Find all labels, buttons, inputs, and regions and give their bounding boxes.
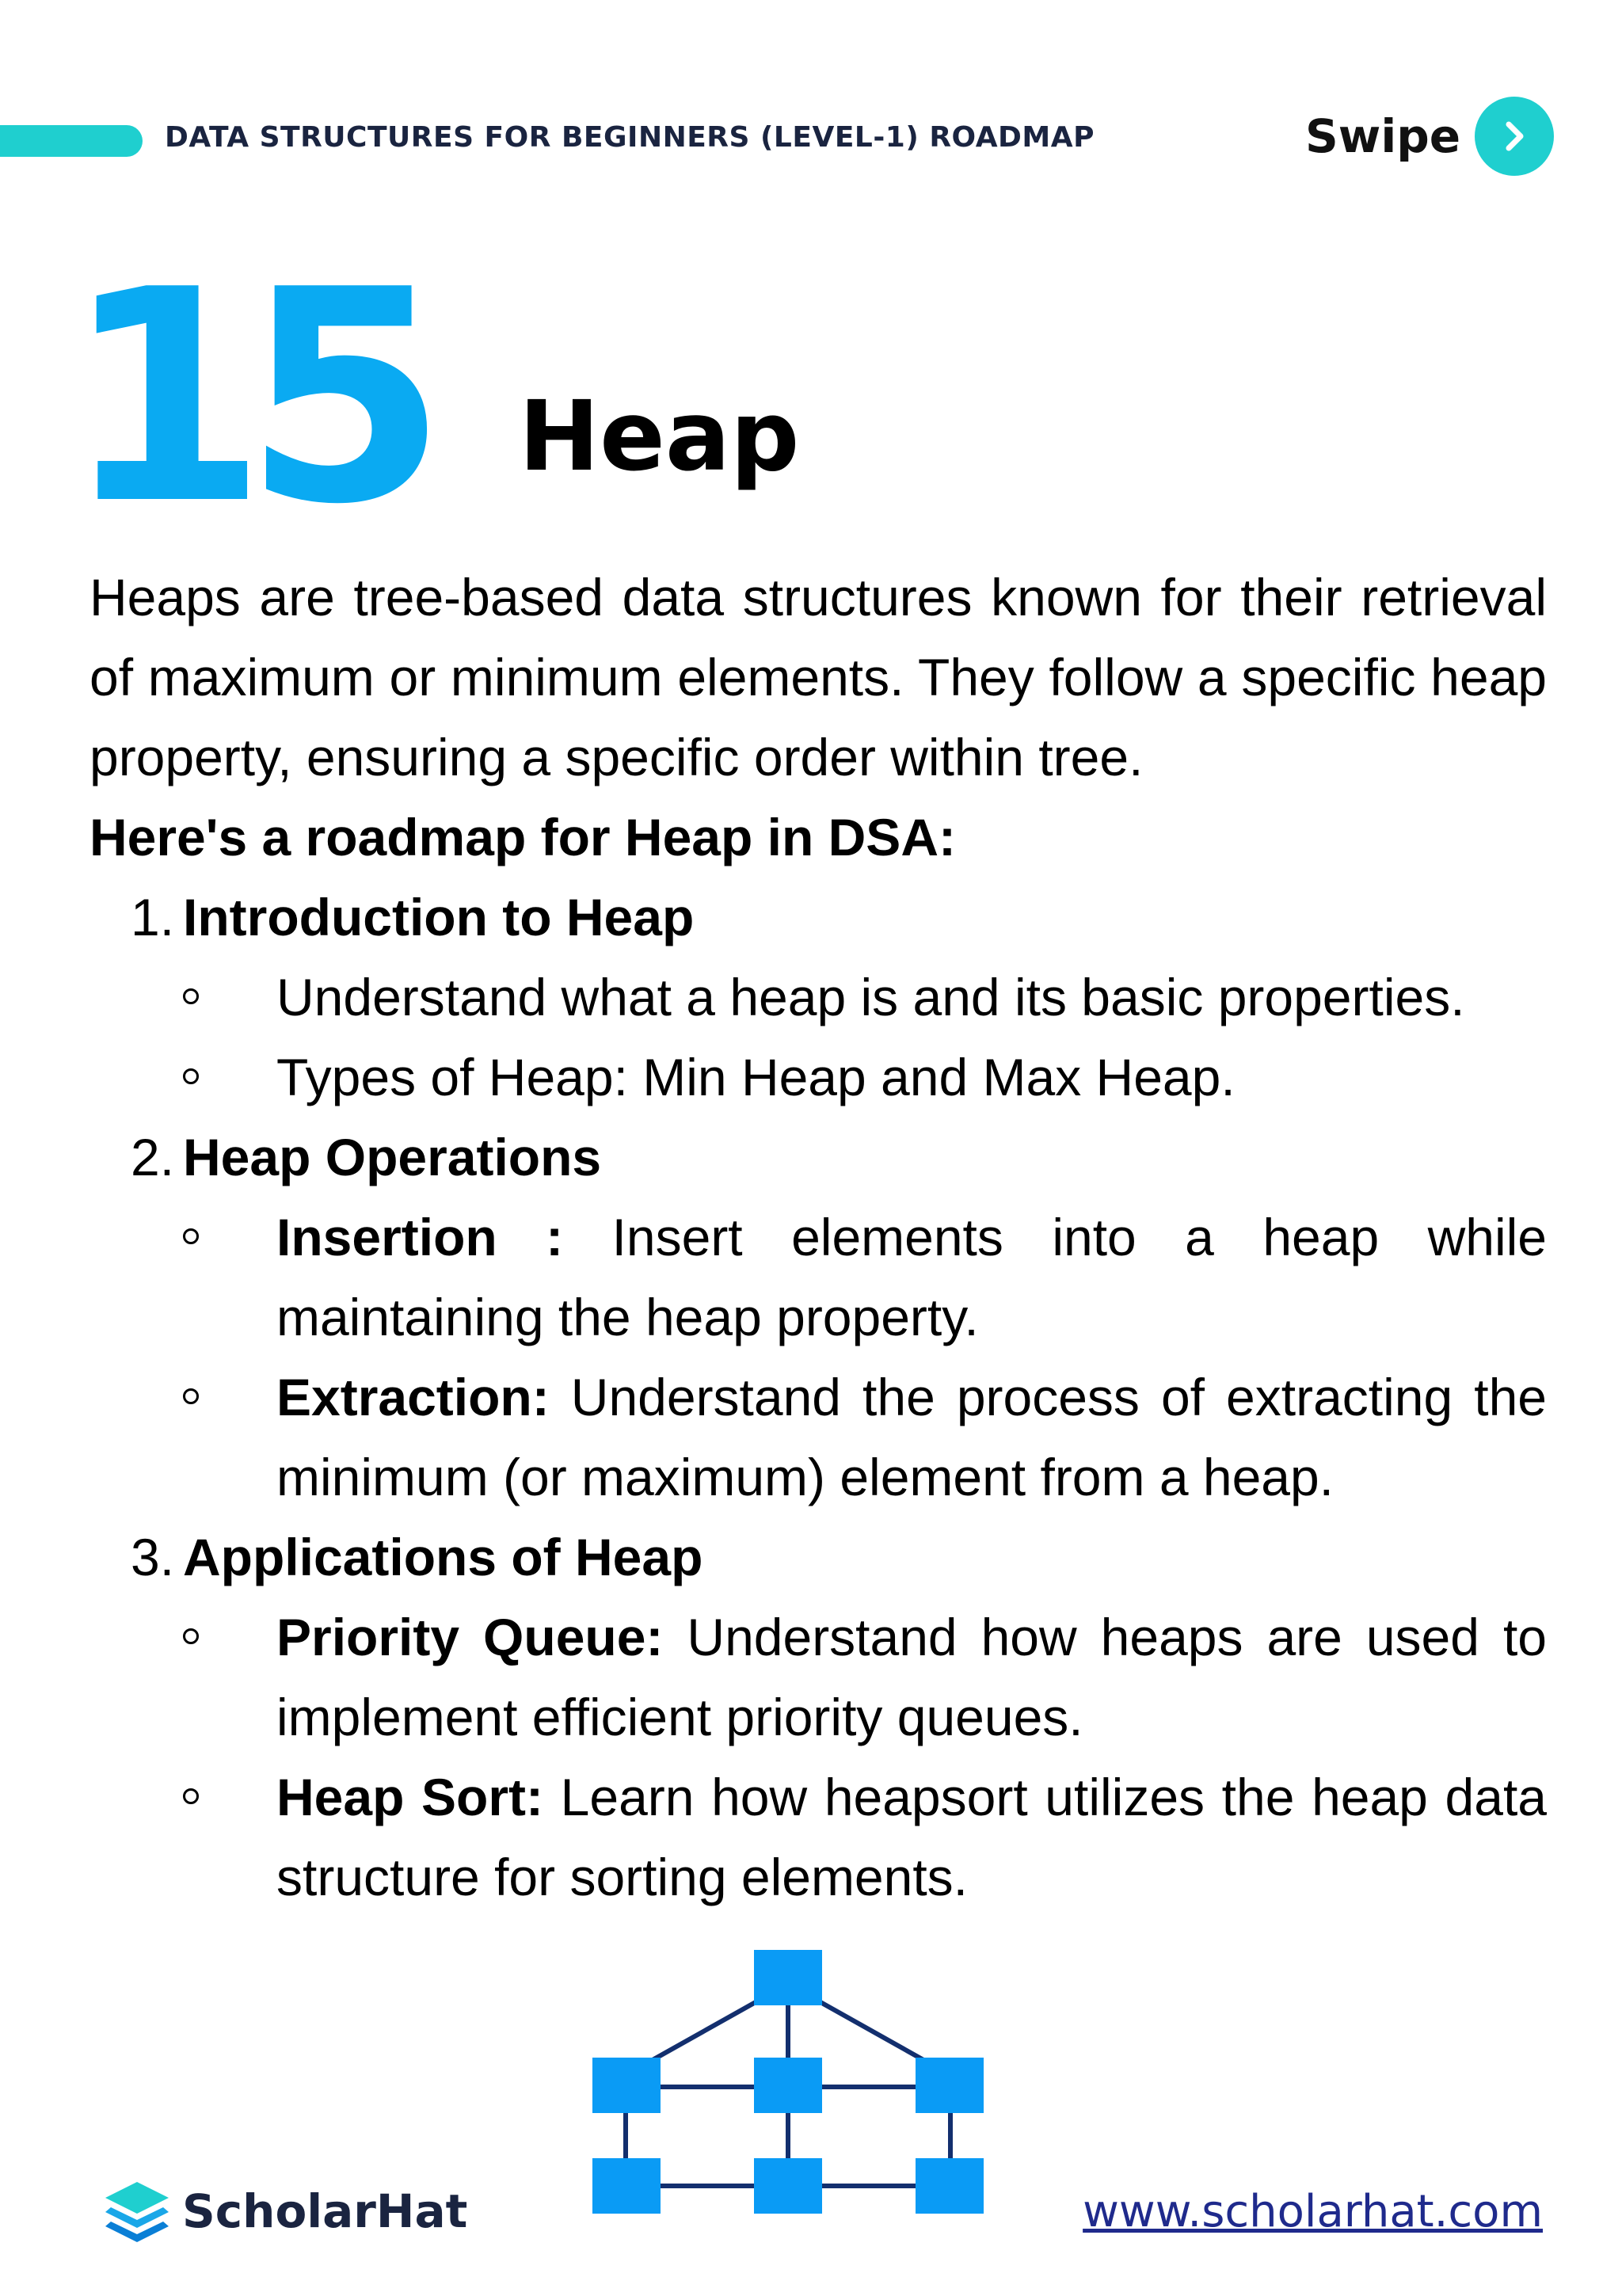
- roadmap-section: [89, 1118, 1547, 1517]
- item-term: Priority Queue:: [276, 1608, 664, 1666]
- heap-node: [754, 2158, 822, 2214]
- list-item: [183, 1038, 1547, 1118]
- item-text: Insert elements into a heap while maintaining the heap property.: [276, 1208, 1547, 1346]
- logo-text: ScholarHat: [182, 2184, 468, 2238]
- roadmap-sections: [89, 878, 1547, 1917]
- heap-node: [754, 1950, 822, 2005]
- section-title: Applications of Heap: [183, 1528, 703, 1586]
- item-text: Understand how heaps are used to implement efficient priority queues.: [276, 1608, 1547, 1746]
- section-number: 2.: [131, 1128, 175, 1186]
- list-item: [183, 958, 1547, 1038]
- section-number: 3.: [131, 1528, 175, 1586]
- section-number: 1.: [131, 888, 175, 946]
- list-item: [183, 1357, 1547, 1517]
- website-link[interactable]: www.scholarhat.com: [1083, 2186, 1543, 2237]
- topic-number: 15: [63, 228, 424, 569]
- circle-bullet-icon: [183, 988, 199, 1004]
- circle-bullet-icon: [183, 1068, 199, 1084]
- chevron-right-icon[interactable]: [1475, 97, 1554, 176]
- heap-diagram: [586, 1948, 998, 2218]
- circle-bullet-icon: [183, 1628, 199, 1644]
- swipe-control[interactable]: [1305, 108, 1554, 165]
- content-body: [89, 558, 1547, 1917]
- roadmap-section: [89, 878, 1547, 1118]
- circle-bullet-icon: [183, 1788, 199, 1804]
- list-item: [183, 1197, 1547, 1357]
- section-title: Introduction to Heap: [183, 888, 695, 946]
- section-items: [183, 1597, 1547, 1917]
- brand-logo[interactable]: [101, 2172, 467, 2251]
- item-text: Understand what a heap is and its basic properties.: [276, 968, 1465, 1026]
- item-text: Learn how heapsort utilizes the heap data structure for sorting elements.: [276, 1768, 1547, 1906]
- section-items: [183, 958, 1547, 1118]
- heap-node: [592, 2158, 661, 2214]
- heap-node: [916, 2158, 984, 2214]
- header-accent-bar: [0, 125, 143, 157]
- intro-paragraph: Heaps are tree-based data structures known for their retrieval of maximum or minimum elements. They follow a specific heap property, ensuring a specific order within tree.: [89, 568, 1547, 786]
- circle-bullet-icon: [183, 1388, 199, 1404]
- list-item: [183, 1597, 1547, 1757]
- item-text: Types of Heap: Min Heap and Max Heap.: [276, 1048, 1236, 1106]
- item-text: Understand the process of extracting the minimum (or maximum) element from a heap.: [276, 1368, 1547, 1506]
- roadmap-heading: Here's a roadmap for Heap in DSA:: [89, 808, 956, 866]
- heap-node: [592, 2058, 661, 2113]
- section-items: [183, 1197, 1547, 1517]
- list-item: [183, 1757, 1547, 1917]
- topic-title: Heap: [519, 380, 800, 493]
- roadmap-title: DATA STRUCTURES FOR BEGINNERS (LEVEL-1) ROADMAP: [165, 121, 1095, 154]
- section-title: Heap Operations: [183, 1128, 602, 1186]
- heap-node: [916, 2058, 984, 2113]
- item-term: Heap Sort:: [276, 1768, 544, 1826]
- heap-node: [754, 2058, 822, 2113]
- graduation-stack-icon: [101, 2176, 173, 2247]
- circle-bullet-icon: [183, 1228, 199, 1244]
- swipe-label: Swipe: [1305, 109, 1461, 163]
- item-term: Extraction:: [276, 1368, 550, 1426]
- item-term: Insertion :: [276, 1208, 564, 1266]
- roadmap-section: [89, 1517, 1547, 1917]
